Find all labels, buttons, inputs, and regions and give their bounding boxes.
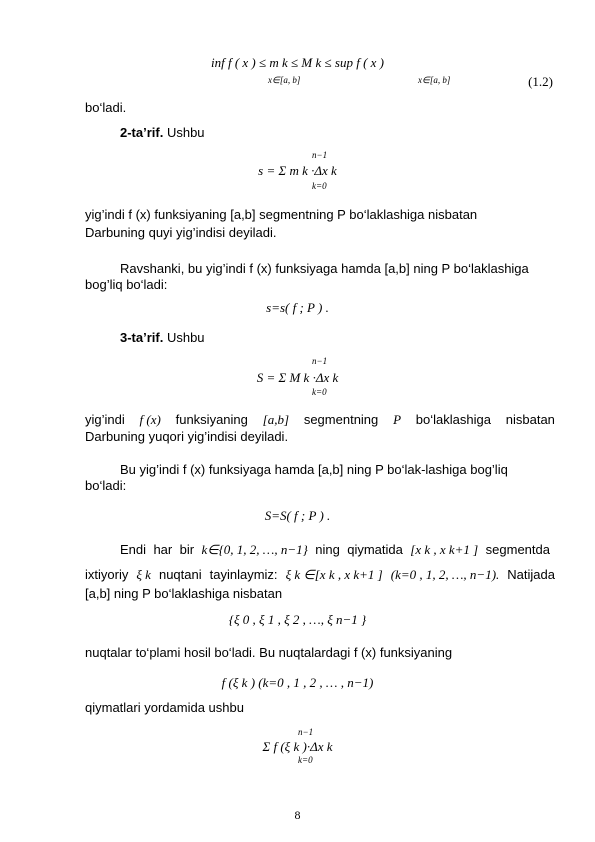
sum-upper-limit: n−1 bbox=[312, 150, 328, 160]
definition-3-label: 3-ta’rif. bbox=[120, 330, 164, 345]
endi-line-4: nuqtalar to‘plami hosil bo‘ladi. Bu nuqtalardagi f (x) funksiyaning bbox=[85, 645, 453, 660]
endi-line-1 bbox=[120, 542, 550, 558]
definition-2-label: 2-ta’rif. bbox=[120, 125, 164, 140]
bu-yigindi-line-2: bo‘ladi: bbox=[85, 478, 127, 493]
word: (k=0 , 1, 2, …, n−1). bbox=[390, 567, 500, 582]
sum-lower-limit: k=0 bbox=[312, 181, 327, 191]
word: ixtiyoriy bbox=[85, 567, 129, 582]
equation-number: (1.2) bbox=[528, 74, 553, 89]
definition-3-heading bbox=[120, 330, 205, 346]
point-set: {ξ 0 , ξ 1 , ξ 2 , …, ξ n−1 } bbox=[228, 612, 367, 627]
page-number: 8 bbox=[294, 808, 301, 822]
word: nuqtani bbox=[158, 567, 202, 582]
upper-sum-notation: S=S( f ; P ) . bbox=[264, 508, 331, 523]
lower-darboux-sum-formula: s = Σ m k ·Δx k bbox=[258, 163, 337, 178]
word: bir bbox=[179, 542, 195, 557]
definition-2-line-1: yig’indi f (x) funksiyaning [a,b] segmentning P bo‘laklashiga nisbatan bbox=[85, 207, 478, 222]
word: segmentda bbox=[485, 542, 550, 557]
riemann-sum-formula: Σ f (ξ k )·Δx k bbox=[262, 739, 333, 754]
equation-1-2-sup-subscript: x∈[a, b] bbox=[418, 75, 451, 85]
word: yig’indi bbox=[85, 412, 125, 427]
word: har bbox=[153, 542, 173, 557]
definition-2-heading bbox=[120, 125, 205, 141]
word: P bbox=[393, 412, 402, 427]
upper-darboux-sum-formula: S = Σ M k ·Δx k bbox=[256, 370, 339, 385]
endi-line-2 bbox=[85, 567, 555, 583]
word: Natijada bbox=[507, 567, 555, 582]
sum-lower-limit: k=0 bbox=[312, 387, 327, 397]
paragraph-boladi: bo‘ladi. bbox=[85, 100, 127, 115]
word: f (x) bbox=[139, 412, 161, 427]
ravshanki-line-1: Ravshanki, bu yig’indi f (x) funksiyaga hamda [a,b] ning P bo‘laklashiga bbox=[120, 261, 529, 276]
word: segmentning bbox=[303, 412, 379, 427]
word: ning bbox=[315, 542, 340, 557]
word: [a,b] bbox=[262, 412, 290, 427]
word: qiymatida bbox=[347, 542, 403, 557]
equation-1-2-inf-subscript: x∈[a, b] bbox=[268, 75, 301, 85]
definition-2-line-2: Darbuning quyi yig’indisi deyiladi. bbox=[85, 225, 277, 240]
function-values: f (ξ k ) (k=0 , 1 , 2 , … , n−1) bbox=[221, 675, 374, 690]
sum-upper-limit: n−1 bbox=[312, 356, 328, 366]
word: k∈{0, 1, 2, …, n−1} bbox=[201, 542, 308, 557]
definition-3-text: Ushbu bbox=[163, 330, 205, 345]
ravshanki-line-2: bog’liq bo‘ladi: bbox=[85, 277, 168, 292]
word: Endi bbox=[120, 542, 147, 557]
word: ξ k ∈[x k , x k+1 ] bbox=[285, 567, 383, 582]
bu-yigindi-line-1: Bu yig’indi f (x) funksiyaga hamda [a,b] ning P bo‘lak-lashiga bog’liq bbox=[120, 462, 508, 477]
endi-line-5: qiymatlari yordamida ushbu bbox=[85, 700, 244, 715]
definition-2-text: Ushbu bbox=[163, 125, 205, 140]
word: ξ k bbox=[136, 567, 151, 582]
word: funksiyaning bbox=[175, 412, 248, 427]
equation-1-2 bbox=[0, 55, 595, 71]
definition-3-line-1 bbox=[85, 412, 555, 428]
word: nisbatan bbox=[505, 412, 555, 427]
word: bo‘laklashiga bbox=[415, 412, 491, 427]
endi-line-3: [a,b] ning P bo‘laklashiga nisbatan bbox=[85, 586, 283, 601]
word: tayinlaymiz: bbox=[209, 567, 278, 582]
lower-sum-notation: s=s( f ; P ) . bbox=[266, 300, 329, 315]
definition-3-line-2: Darbuning yuqori yig’indisi deyiladi. bbox=[85, 429, 289, 444]
equation-1-2-formula: inf f ( x ) ≤ m k ≤ M k ≤ sup f ( x ) bbox=[210, 55, 385, 70]
sum-lower-limit: k=0 bbox=[298, 755, 313, 765]
word: [x k , x k+1 ] bbox=[410, 542, 479, 557]
sum-upper-limit: n−1 bbox=[298, 727, 314, 737]
